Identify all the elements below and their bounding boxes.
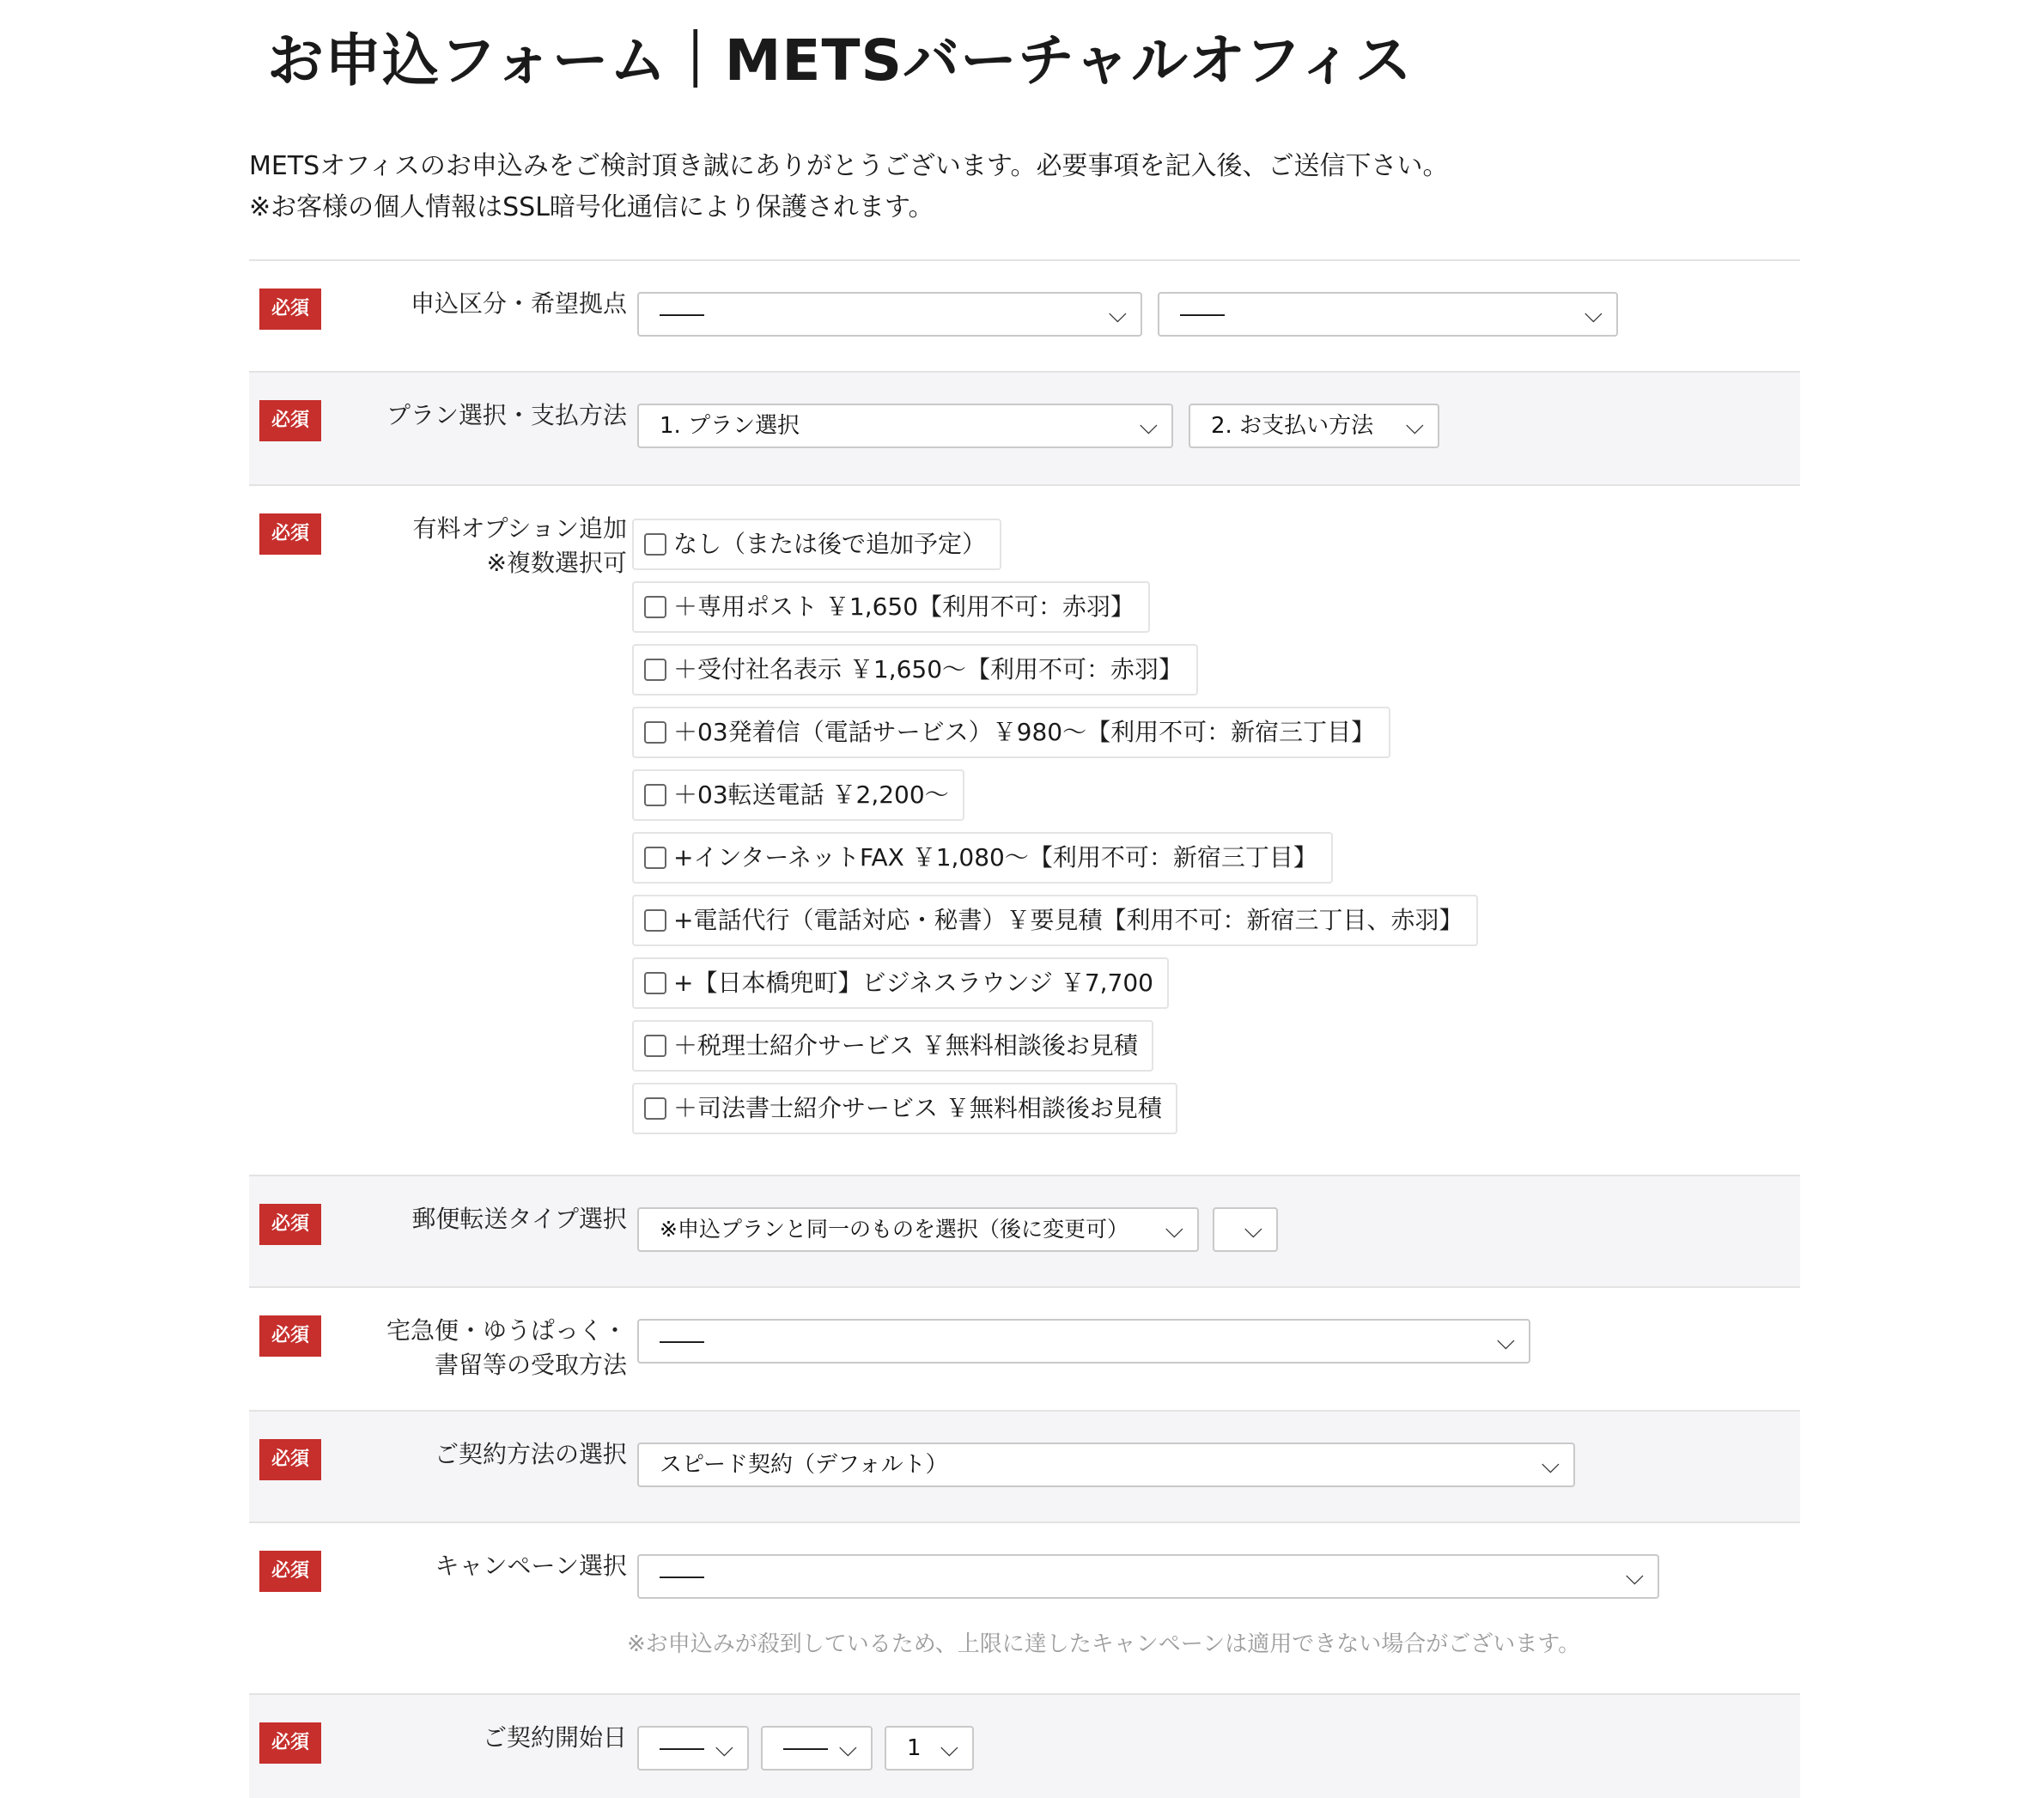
row-application <box>249 261 1800 373</box>
checkbox[interactable] <box>644 596 666 618</box>
option-label: ＋受付社名表示 ￥1,650〜【利用不可：赤羽】 <box>673 655 1183 683</box>
campaign-label: キャンペーン選択 <box>435 1552 627 1580</box>
required-badge: 必須 <box>259 1204 321 1245</box>
row-mail-forwarding <box>249 1176 1800 1288</box>
option-label: ＋03発着信（電話サービス）￥980〜【利用不可：新宿三丁目】 <box>673 718 1376 746</box>
chevron-down-icon: ⌵ <box>1405 411 1424 440</box>
intro-line-2: ※お客様の個人情報はSSL暗号化通信により保護されます。 <box>249 192 934 222</box>
option-label: ＋03転送電話 ￥2,200〜 <box>673 781 949 809</box>
checkbox[interactable] <box>644 1097 666 1120</box>
option-label: ＋税理士紹介サービス ￥無料相談後お見積 <box>673 1031 1138 1060</box>
checkbox[interactable] <box>644 1035 666 1057</box>
option-dedicated-post[interactable] <box>632 581 1150 633</box>
option-judicial-scrivener[interactable] <box>632 1083 1177 1134</box>
start-date-label: ご契約開始日 <box>482 1723 627 1752</box>
label-cell <box>249 1412 627 1522</box>
option-phone-secretary[interactable] <box>632 895 1478 946</box>
select-value: ―― <box>660 1328 704 1354</box>
row-contract-method <box>249 1412 1800 1523</box>
checkbox[interactable] <box>644 784 666 806</box>
select-value: ―― <box>1180 301 1225 327</box>
select-value: ―― <box>660 1735 704 1761</box>
option-label: ＋司法書士紹介サービス ￥無料相談後お見積 <box>673 1094 1162 1122</box>
label-cell <box>249 1288 627 1410</box>
chevron-down-icon: ⌵ <box>1244 1215 1262 1243</box>
option-label: ＋専用ポスト ￥1,650【利用不可：赤羽】 <box>673 592 1135 621</box>
select-value: スピード契約（デフォルト） <box>660 1452 948 1478</box>
row-plan <box>249 373 1800 486</box>
delivery-label <box>335 1314 627 1382</box>
select-value: 2. お支払い方法 <box>1211 413 1374 439</box>
options-sublabel: ※複数選択可 <box>486 549 627 577</box>
checkbox[interactable] <box>644 659 666 681</box>
chevron-down-icon: ⌵ <box>1139 411 1158 440</box>
payment-method-select[interactable] <box>1189 404 1439 448</box>
option-label: +電話代行（電話対応・秘書）￥要見積【利用不可：新宿三丁目、赤羽】 <box>673 906 1463 934</box>
plan-select[interactable] <box>637 404 1173 448</box>
option-label: +インターネットFAX ￥1,080〜【利用不可：新宿三丁目】 <box>673 843 1317 872</box>
delivery-method-select[interactable] <box>637 1319 1530 1364</box>
intro-text <box>249 146 1449 228</box>
select-value: ―― <box>783 1735 828 1761</box>
select-value: ―― <box>660 1564 704 1589</box>
label-cell <box>249 1523 627 1693</box>
row-start-date <box>249 1695 1800 1798</box>
chevron-down-icon: ⌵ <box>1108 300 1127 328</box>
application-type-select[interactable] <box>637 292 1142 337</box>
delivery-label-line-2: 書留等の受取方法 <box>434 1351 627 1379</box>
options-label-text: 有料オプション追加 <box>412 514 627 543</box>
mail-type-select[interactable] <box>637 1207 1199 1252</box>
campaign-select[interactable] <box>637 1554 1659 1599</box>
chevron-down-icon: ⌵ <box>1496 1327 1515 1355</box>
page-title: お申込フォーム｜METSバーチャルオフィス <box>267 27 1413 94</box>
option-03-phone[interactable] <box>632 707 1390 758</box>
start-year-select[interactable] <box>637 1726 749 1771</box>
chevron-down-icon: ⌵ <box>715 1734 733 1762</box>
chevron-down-icon: ⌵ <box>1625 1562 1644 1590</box>
chevron-down-icon: ⌵ <box>1541 1450 1560 1479</box>
option-label: +【日本橋兜町】ビジネスラウンジ ￥7,700 <box>673 969 1153 997</box>
location-select[interactable] <box>1158 292 1618 337</box>
required-badge: 必須 <box>259 1551 321 1592</box>
option-03-forwarding[interactable] <box>632 769 964 821</box>
delivery-label-line-1: 宅急便・ゆうぱっく・ <box>386 1316 627 1345</box>
contract-method-select[interactable] <box>637 1443 1575 1487</box>
plan-label: プラン選択・支払方法 <box>386 401 627 429</box>
select-value: 1. プラン選択 <box>660 413 800 439</box>
required-badge: 必須 <box>259 1722 321 1764</box>
label-cell <box>249 373 627 484</box>
checkbox[interactable] <box>644 909 666 932</box>
select-value: ※申込プランと同一のものを選択（後に変更可） <box>660 1217 1128 1242</box>
row-delivery <box>249 1288 1800 1412</box>
intro-line-1: METSオフィスのお申込みをご検討頂き誠にありがとうございます。必要事項を記入後、ご送信下さい。 <box>249 151 1449 181</box>
contract-label: ご契約方法の選択 <box>434 1440 627 1468</box>
required-badge: 必須 <box>259 289 321 330</box>
options-label <box>335 512 627 580</box>
option-label: なし（または後で追加予定） <box>673 530 987 558</box>
chevron-down-icon: ⌵ <box>1584 300 1603 328</box>
required-badge: 必須 <box>259 513 321 555</box>
select-value: 1 <box>907 1735 922 1761</box>
row-options <box>249 486 1800 1176</box>
checkbox[interactable] <box>644 847 666 869</box>
start-day-select[interactable] <box>885 1726 974 1771</box>
required-badge: 必須 <box>259 1315 321 1357</box>
mail-sub-select[interactable] <box>1213 1207 1278 1252</box>
start-month-select[interactable] <box>761 1726 873 1771</box>
checkbox[interactable] <box>644 972 666 994</box>
chevron-down-icon: ⌵ <box>838 1734 857 1762</box>
option-company-name-display[interactable] <box>632 644 1198 696</box>
label-cell <box>249 1176 627 1286</box>
label-cell <box>249 261 627 371</box>
row-campaign <box>249 1523 1800 1695</box>
checkbox[interactable] <box>644 721 666 744</box>
chevron-down-icon: ⌵ <box>940 1734 958 1762</box>
application-label: 申込区分・希望拠点 <box>410 289 627 318</box>
required-badge: 必須 <box>259 400 321 441</box>
option-business-lounge[interactable] <box>632 957 1169 1009</box>
option-none[interactable] <box>632 519 1001 570</box>
option-internet-fax[interactable] <box>632 832 1333 884</box>
select-value: ―― <box>660 301 704 327</box>
campaign-note: ※お申込みが殺到しているため、上限に達したキャンペーンは適用できない場合がございます。 <box>627 1631 1581 1657</box>
checkbox[interactable] <box>644 533 666 556</box>
required-badge: 必須 <box>259 1439 321 1480</box>
label-cell <box>249 1695 627 1798</box>
chevron-down-icon: ⌵ <box>1165 1215 1183 1243</box>
option-tax-accountant[interactable] <box>632 1020 1153 1072</box>
application-form <box>249 259 1800 1798</box>
mail-label: 郵便転送タイプ選択 <box>411 1205 627 1233</box>
label-cell <box>249 486 627 1175</box>
